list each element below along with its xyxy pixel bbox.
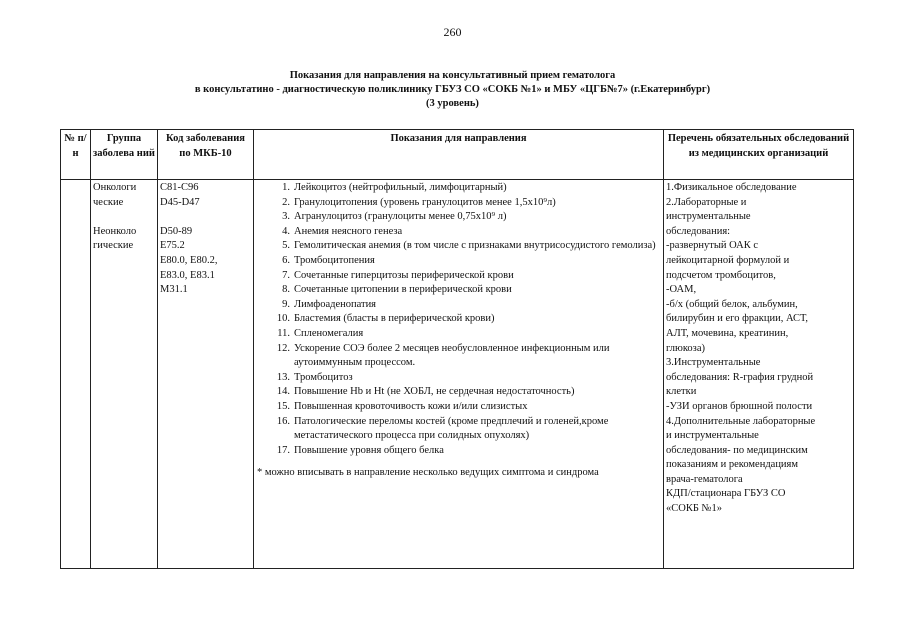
group-line: Онкологи bbox=[93, 182, 137, 193]
title-line-2: в консультатино - диагностическую поликлинику ГБУЗ СО «СОКБ №1» и МБУ «ЦГБ№7» (г.Екатеринбург) bbox=[194, 84, 711, 95]
exam-line: АЛТ, мочевина, креатинин, bbox=[666, 327, 789, 339]
list-item: 6. Тромбоцитопения bbox=[282, 254, 375, 266]
list-item: 12. Ускорение СОЭ более 2 месяцев необусловленное инфекционным или аутоиммунным процессом. bbox=[276, 342, 610, 369]
list-item: 17. Повышение уровня общего белка bbox=[276, 444, 444, 456]
title-line-1: Показания для направления на консультативный прием гематолога bbox=[289, 70, 616, 81]
header-indications: Показания для направления bbox=[254, 130, 664, 180]
indications-table bbox=[60, 129, 854, 569]
exam-line: -б/х (общий белок, альбумин, bbox=[666, 298, 798, 310]
group-line: Неонколо bbox=[93, 225, 137, 237]
exam-line: врача-гематолога bbox=[666, 473, 743, 485]
document-title bbox=[0, 69, 905, 111]
list-item: 4. Анемия неясного генеза bbox=[282, 225, 403, 237]
list-item: 16. Патологические переломы костей (кроме предплечий и голеней,кроме метастатического процесса при солидных опухолях) bbox=[276, 415, 609, 442]
header-group: Группа заболева ний bbox=[91, 130, 158, 180]
exam-line: 3.Инструментальные bbox=[666, 357, 761, 369]
group-line: гические bbox=[93, 240, 134, 252]
exam-line: инструментальные bbox=[666, 211, 751, 223]
header-num: № п/н bbox=[61, 130, 91, 180]
exam-line: 4.Дополнительные лабораторные bbox=[666, 415, 816, 427]
list-item: 2. Гранулоцитопения (уровень гранулоцитов менее 1,5х10⁹л) bbox=[282, 196, 556, 208]
list-item: 11. Спленомегалия bbox=[277, 327, 364, 339]
list-item: 3. Агранулоцитоз (гранулоциты менее 0,75х10⁹ л) bbox=[282, 211, 507, 223]
code-line: D50-89 bbox=[160, 225, 193, 237]
exam-line: КДП/стационара ГБУЗ СО bbox=[666, 488, 786, 500]
exam-line: 2.Лабораторные и bbox=[666, 196, 747, 208]
exam-line: -УЗИ органов брюшной полости bbox=[666, 400, 813, 412]
cell-num bbox=[61, 180, 91, 569]
exam-line: лейкоцитарной формулой и bbox=[666, 254, 790, 266]
header-exams: Перечень обязательных обследований из медицинских организаций bbox=[664, 130, 854, 180]
cell-indications bbox=[254, 180, 664, 569]
cell-codes bbox=[158, 180, 254, 569]
exam-line: и инструментальные bbox=[666, 430, 759, 442]
exam-line: обследования- по медицинским bbox=[666, 444, 808, 456]
exam-line: глюкоза) bbox=[666, 342, 705, 354]
group-line: ческие bbox=[93, 196, 124, 208]
exam-line: -развернутый ОАК с bbox=[666, 240, 759, 252]
exam-line: показаниям и рекомендациям bbox=[666, 459, 799, 471]
page-number: 260 bbox=[443, 25, 462, 39]
list-item: 13. Тромбоцитоз bbox=[276, 371, 353, 383]
list-item: 5. Гемолитическая анемия (в том числе с признаками внутрисосудистого гемолиза) bbox=[282, 240, 656, 252]
title-line-3: (3 уровень) bbox=[426, 98, 479, 109]
list-item: 8. Сочетанные цитопении в периферической крови bbox=[282, 284, 512, 296]
table-row bbox=[61, 180, 854, 569]
exam-line: 1.Физикальное обследование bbox=[666, 182, 797, 193]
list-item: 1. Лейкоцитоз (нейтрофильный, лимфоцитарный) bbox=[282, 182, 507, 193]
indications-list bbox=[256, 181, 661, 458]
exam-line: обследования: bbox=[666, 225, 731, 237]
code-line: E75.2 bbox=[160, 240, 185, 252]
list-item: 10. Бластемия (бласты в периферической крови) bbox=[276, 313, 495, 325]
cell-group bbox=[91, 180, 158, 569]
code-line: E83.0, E83.1 bbox=[160, 269, 215, 281]
list-item: 15. Повышенная кровоточивость кожи и/или слизистых bbox=[276, 400, 528, 412]
exam-line: билирубин и его фракции, АСТ, bbox=[666, 313, 809, 325]
list-item: 9. Лимфоаденопатия bbox=[282, 298, 377, 310]
exam-line: обследования: R-графия грудной bbox=[666, 371, 814, 383]
code-line: E80.0, E80.2, bbox=[160, 254, 218, 266]
exam-line: подсчетом тромбоцитов, bbox=[666, 269, 776, 281]
code-line: C81-C96 bbox=[160, 182, 199, 193]
cell-exams bbox=[664, 180, 854, 569]
footnote: * можно вписывать в направление несколько ведущих симптома и синдрома bbox=[257, 467, 599, 479]
list-item: 14. Повышение Hb и Ht (не ХОБЛ, не сердечная недостаточность) bbox=[276, 386, 575, 398]
code-line: M31.1 bbox=[160, 284, 188, 296]
list-item: 7. Сочетанные гиперцитозы периферической крови bbox=[282, 269, 514, 281]
exam-line: «СОКБ №1» bbox=[666, 503, 723, 515]
exam-line: клетки bbox=[666, 386, 697, 398]
table-header-row bbox=[61, 130, 854, 180]
header-code: Код заболевания по МКБ-10 bbox=[158, 130, 254, 180]
exam-line: -ОАМ, bbox=[666, 284, 697, 296]
code-line: D45-D47 bbox=[160, 196, 200, 208]
